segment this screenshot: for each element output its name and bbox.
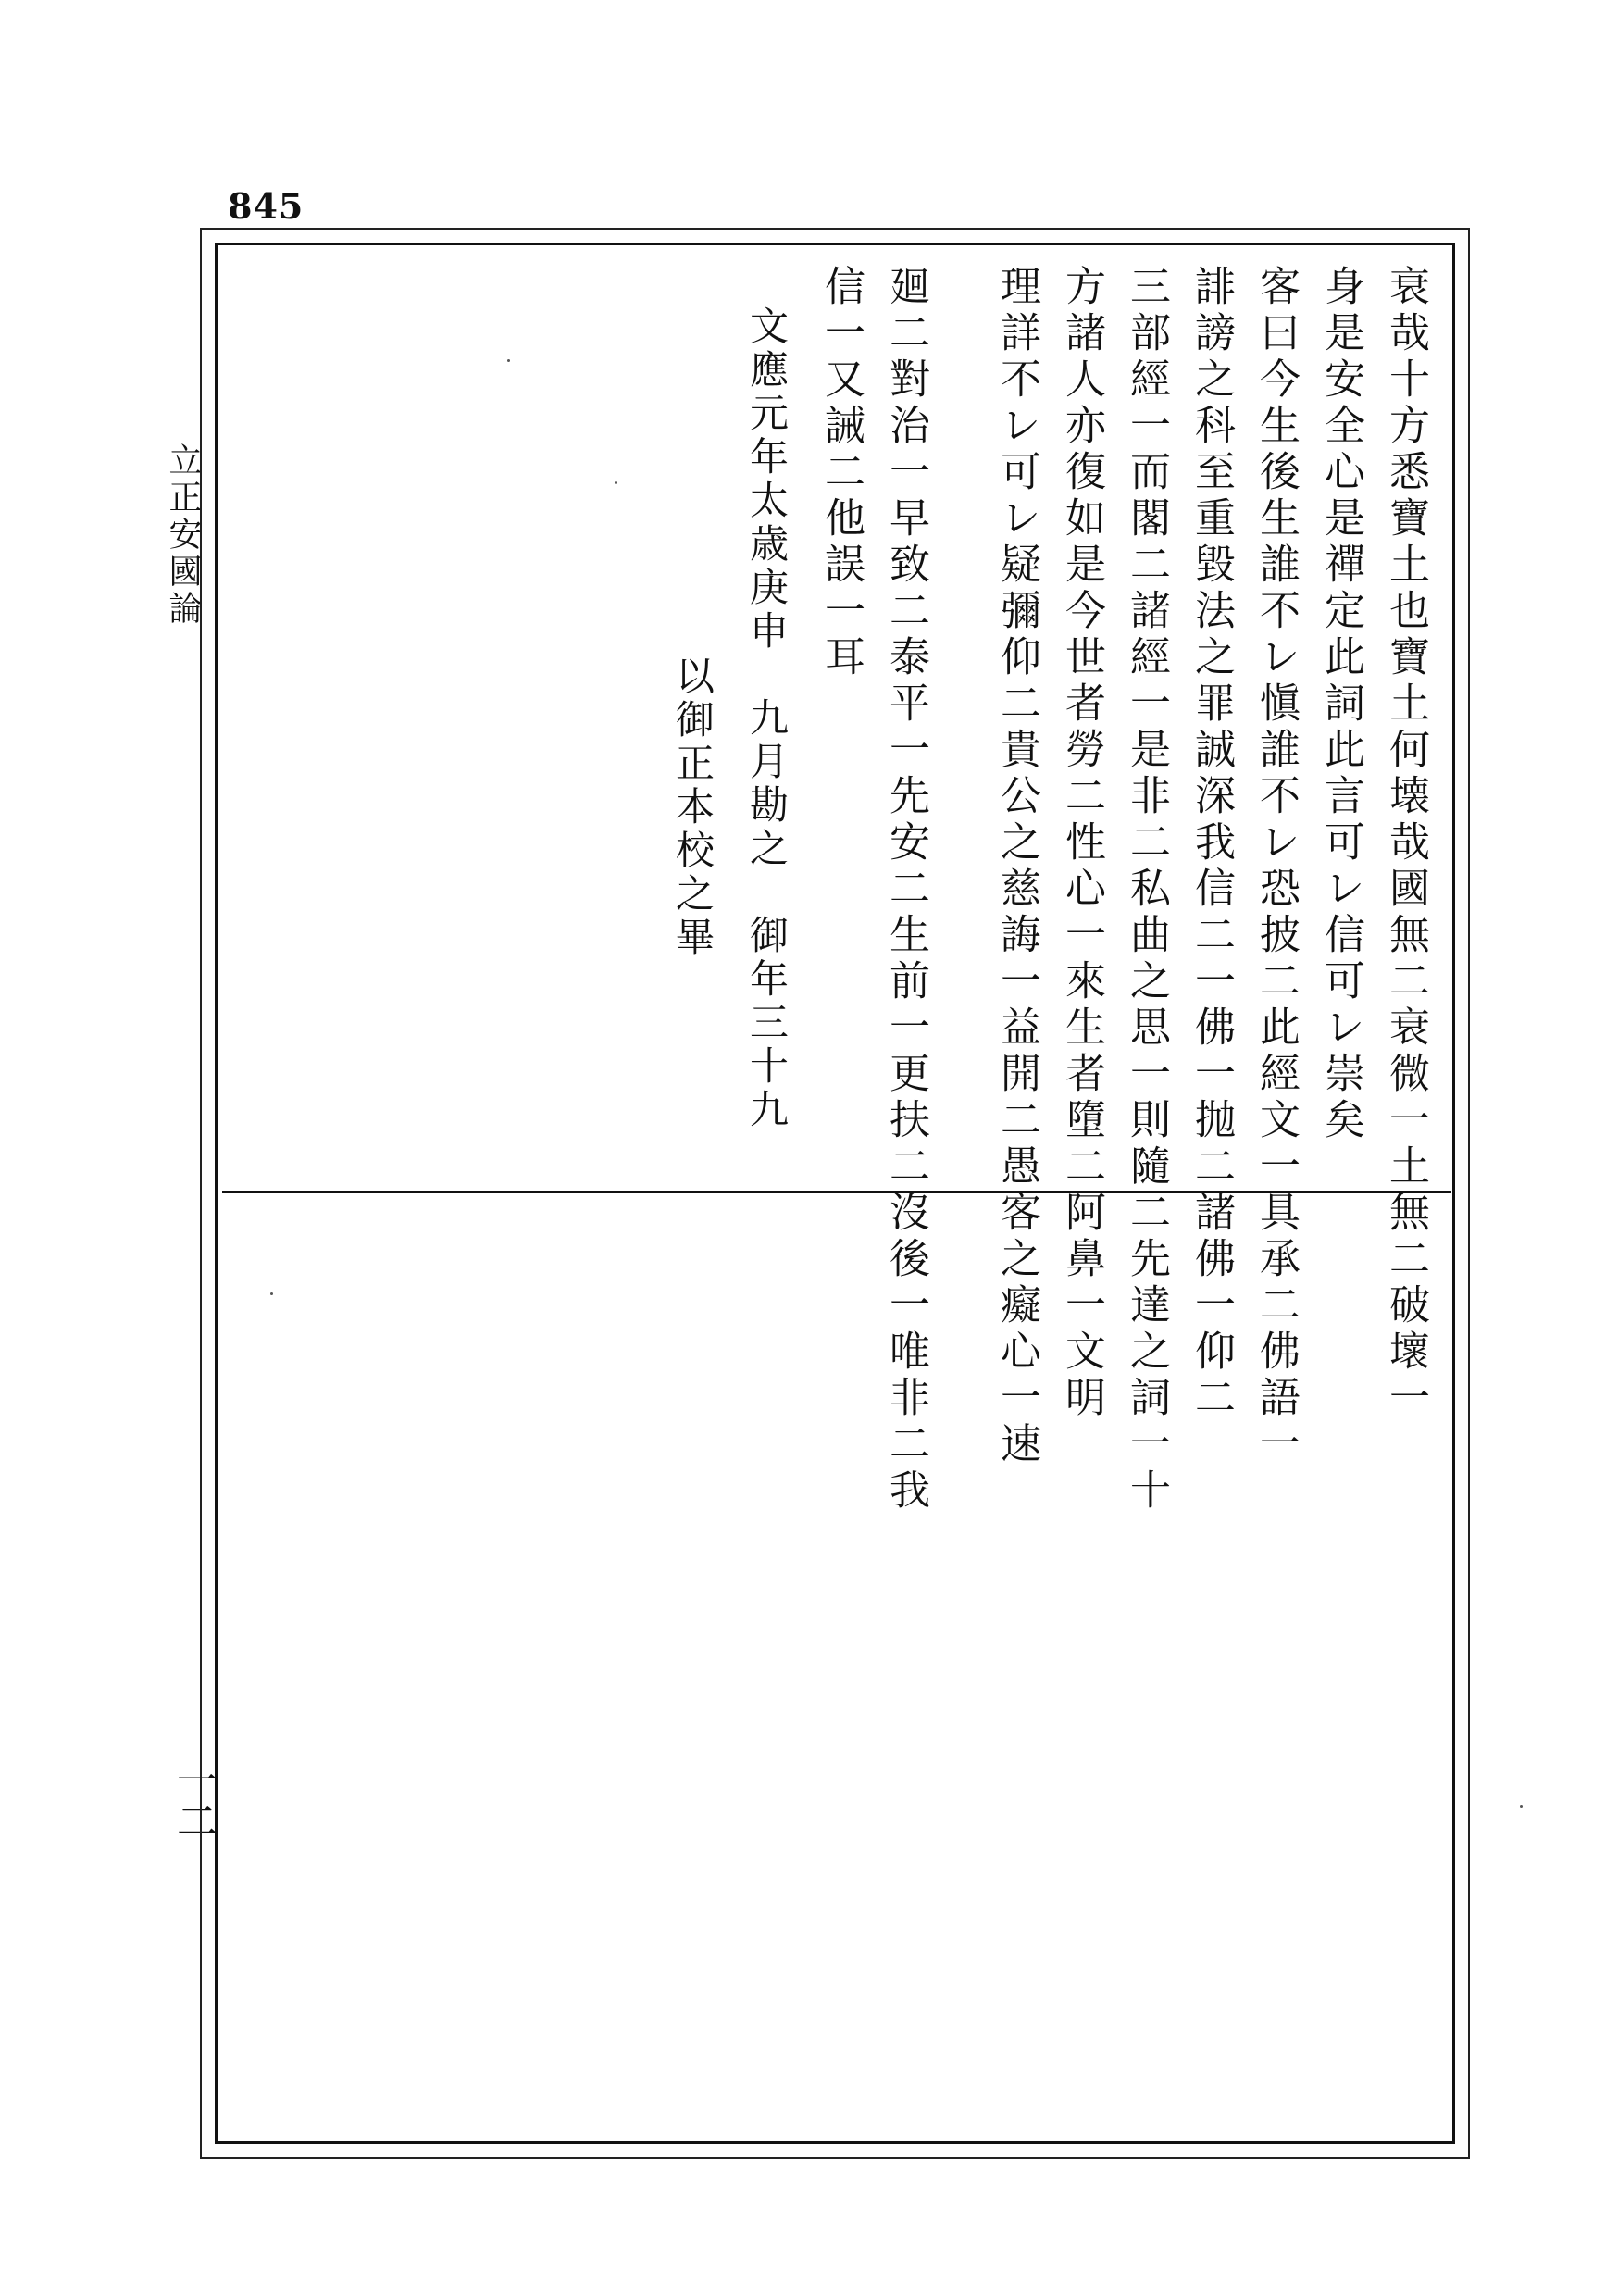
text-column: 衰哉十方悉寶土也寶土何壊哉國無二衰微一土無二破壞一 bbox=[1382, 265, 1429, 1422]
page-number: 845 bbox=[228, 185, 305, 227]
text-column: 三部經一而閣二諸經一是非二私曲之思一則隨二先達之詞一十 bbox=[1123, 265, 1170, 1515]
folio-number: 一二 bbox=[169, 1759, 217, 1841]
colophon-collation: 以御正本校之畢 bbox=[670, 655, 716, 960]
text-column: 理詳不レ可レ疑彌仰二貴公之慈誨一益開二愚客之癡心一速 bbox=[993, 265, 1040, 1468]
colophon-date: 文應元年太歳庚申 九月勘之 御年三十九 bbox=[744, 306, 790, 1132]
text-column: 誹謗之科至重毀法之罪誠深我信二一佛一抛二諸佛一仰二 bbox=[1188, 265, 1235, 1422]
scan-dot bbox=[270, 1292, 273, 1295]
running-title: 立正安國論 bbox=[164, 443, 202, 628]
scan-dot bbox=[615, 481, 617, 484]
text-column: 客曰今生後生誰不レ愼誰不レ恐披二此經文一具承二佛語一 bbox=[1252, 265, 1300, 1468]
text-column: 廻二對治一早致二泰平一先安二生前一更扶二沒後一唯非二我 bbox=[882, 265, 929, 1515]
text-column: 方諸人亦復如是今世者勞二性心一來生者墮二阿鼻一文明 bbox=[1058, 265, 1105, 1422]
text-column: 信一又誡二他誤一耳 bbox=[817, 265, 865, 681]
scan-dot bbox=[507, 359, 510, 362]
scan-dot bbox=[1520, 1805, 1523, 1808]
text-column: 身是安全心是禪定此詞此言可レ信可レ崇矣 bbox=[1317, 265, 1364, 1144]
